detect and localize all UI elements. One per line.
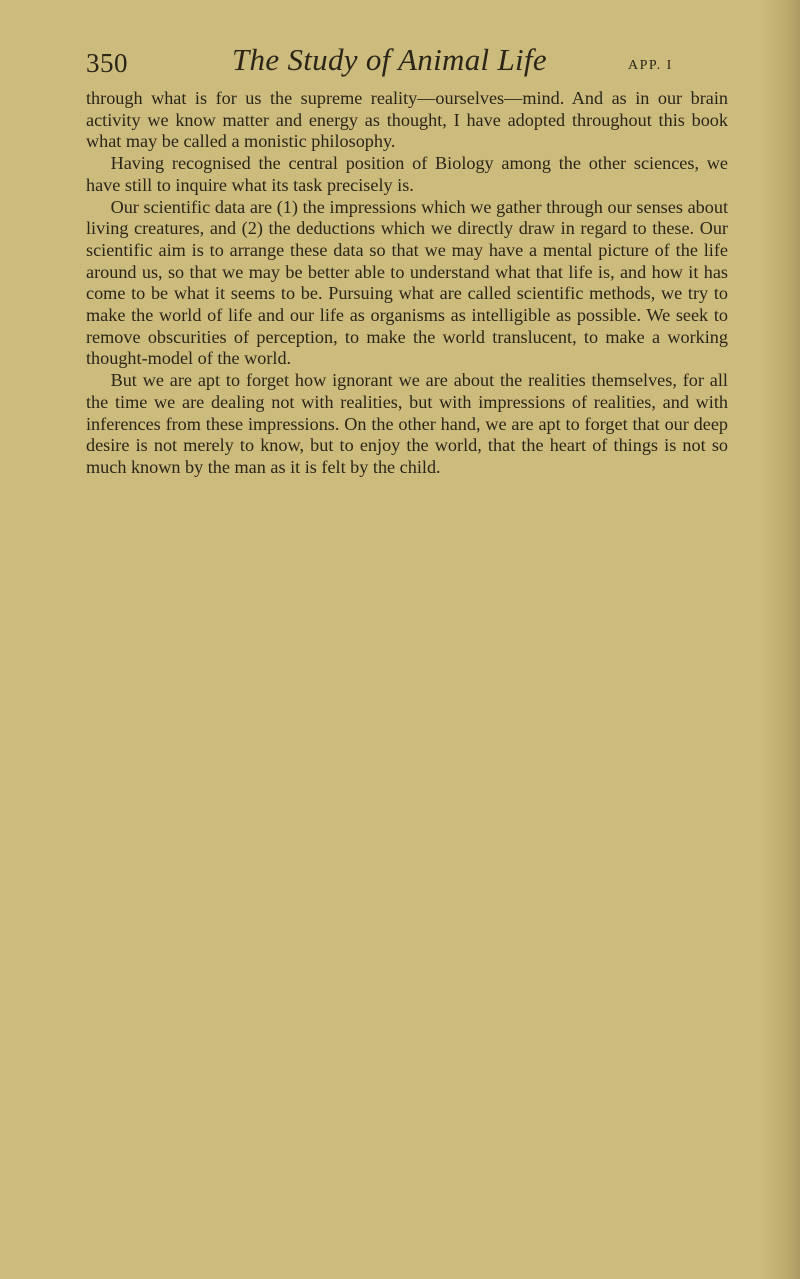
running-title: The Study of Animal Life [232,42,547,77]
paragraph-continued: through what is for us the supreme reality—ourselves—mind. And as in our brain activity we know matter and energy as thought, I have adopted throughout this book what may be called a monistic philosophy. [86,88,728,152]
paragraph: But we are apt to forget how ignorant we are about the realities themselves, for all the time we are dealing not with realities, but with impressions of realities, and with inferences from these impressions. On the other hand, we are apt to forget that our deep desire is not merely to know, but to enjoy the world, that the heart of things is not so much known by the man as it is felt by the child. [86,370,728,477]
appendix-mark: APP. I [628,58,673,73]
paragraph: Our scientific data are (1) the impressions which we gather through our senses about living creatures, and (2) the deductions which we directly draw in regard to these. Our scientific aim is to arrange these data so that we may have a mental picture of the life around us, so that we may be better able to understand what that life is, and how it has come to be what it seems to be. Pursuing what are called scientific methods, we try to make the world of life and our life as organisms as intelligible as possible. We seek to remove obscurities of perception, to make the world translucent, to make a working thought-model of the world. [86,196,728,369]
page-number: 350 [86,48,128,78]
body-text [86,88,728,479]
paragraph: Having recognised the central position of Biology among the other sciences, we have still to inquire what its task precisely is. [86,153,728,195]
page-header [86,42,726,82]
